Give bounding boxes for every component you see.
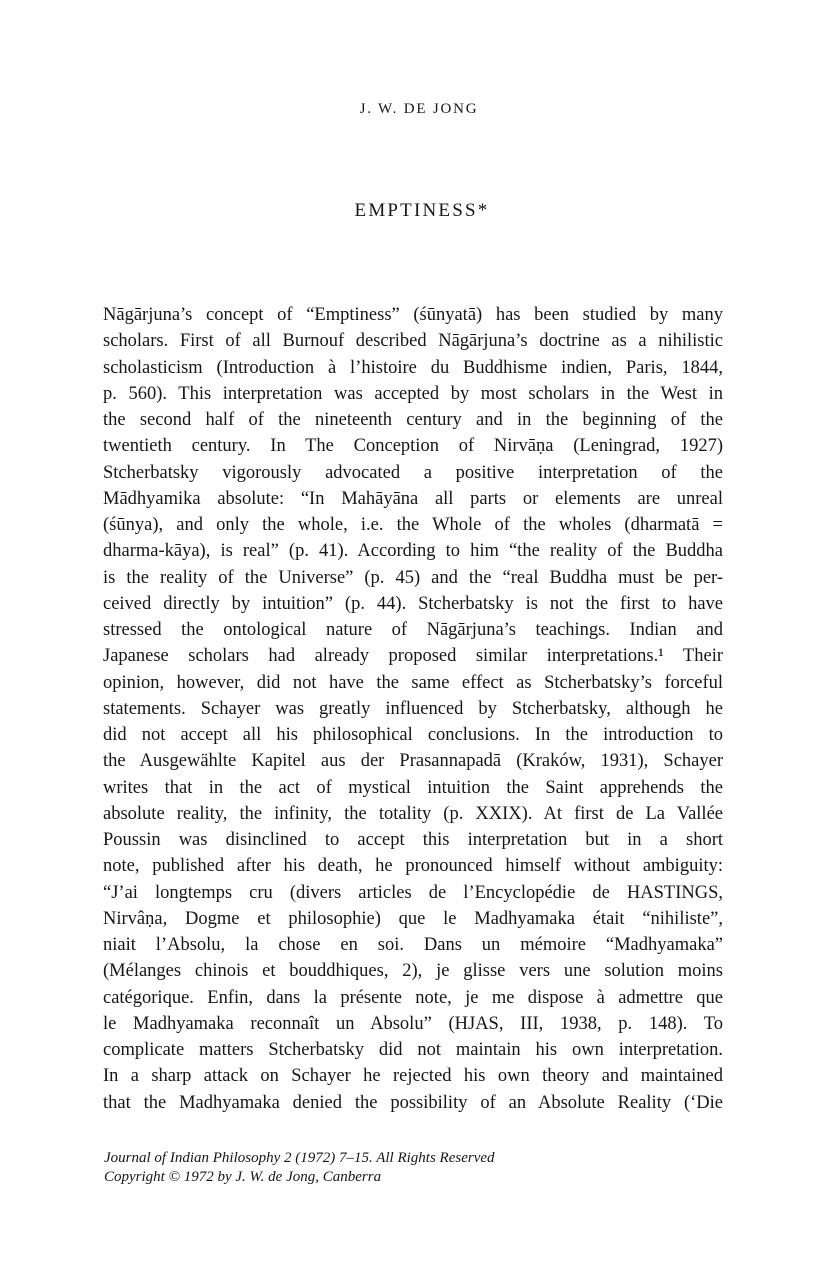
body-line: note, published after his death, he pronounced himself without ambiguity: <box>103 856 723 877</box>
body-line: Nirvâṇa, Dogme et philosophie) que le Madhyamaka était “nihiliste”, <box>103 908 723 929</box>
body-line: p. 560). This interpretation was accepted by most scholars in the West in <box>103 383 723 404</box>
body-line: dharma-kāya), is real” (p. 41). According to him “the reality of the Buddha <box>103 541 723 562</box>
body-line: Stcherbatsky vigorously advocated a positive interpretation of the <box>103 462 723 483</box>
body-line: writes that in the act of mystical intuition the Saint apprehends the <box>103 777 723 798</box>
body-line: (Mélanges chinois et bouddhiques, 2), je glisse vers une solution moins <box>103 961 723 982</box>
body-line: le Madhyamaka reconnaît un Absolu” (HJAS, III, 1938, p. 148). To <box>103 1013 723 1034</box>
copyright-notice: Copyright © 1972 by J. W. de Jong, Canberra <box>104 1169 382 1185</box>
body-line: ceived directly by intuition” (p. 44). Stcherbatsky is not the first to have <box>103 593 723 614</box>
body-line: niait l’Absolu, la chose en soi. Dans un mémoire “Madhyamaka” <box>103 935 723 955</box>
body-line: scholasticism (Introduction à l’histoire du Buddhisme indien, Paris, 1844, <box>103 357 723 378</box>
body-line: the Ausgewählte Kapitel aus der Prasannapadā (Kraków, 1931), Schayer <box>103 751 723 772</box>
body-line: is the reality of the Universe” (p. 45) and the “real Buddha must be per- <box>103 567 723 588</box>
body-line: “J’ai longtemps cru (divers articles de l’Encyclopédie de HASTINGS, <box>103 882 723 903</box>
body-line: statements. Schayer was greatly influenced by Stcherbatsky, although he <box>103 698 723 719</box>
body-line: stressed the ontological nature of Nāgārjuna’s teachings. Indian and <box>103 620 723 640</box>
body-line: the second half of the nineteenth century and in the beginning of the <box>103 410 723 430</box>
body-line: twentieth century. In The Conception of Nirvāṇa (Leningrad, 1927) <box>103 436 723 457</box>
body-line: In a sharp attack on Schayer he rejected his own theory and maintained <box>103 1066 723 1087</box>
body-line: Japanese scholars had already proposed similar interpretations.¹ Their <box>103 646 723 667</box>
journal-footer <box>104 1149 495 1187</box>
body-text <box>103 302 723 1116</box>
article-title: EMPTINESS* <box>354 200 490 221</box>
body-line: that the Madhyamaka denied the possibility of an Absolute Reality (‘Die <box>103 1092 723 1113</box>
body-line: complicate matters Stcherbatsky did not maintain his own interpretation. <box>103 1040 723 1060</box>
body-line: absolute reality, the infinity, the totality (p. XXIX). At first de La Vallée <box>103 803 723 824</box>
body-line: opinion, however, did not have the same effect as Stcherbatsky’s forceful <box>103 672 723 693</box>
body-line: did not accept all his philosophical conclusions. In the introduction to <box>103 725 723 745</box>
body-line: (śūnya), and only the whole, i.e. the Whole of the wholes (dharmatā = <box>103 515 723 535</box>
body-line: Poussin was disinclined to accept this interpretation but in a short <box>103 830 723 850</box>
body-line: catégorique. Enfin, dans la présente note, je me dispose à admettre que <box>103 987 723 1008</box>
body-line: scholars. First of all Burnouf described Nāgārjuna’s doctrine as a nihilistic <box>103 331 723 352</box>
body-line: Mādhyamika absolute: “In Mahāyāna all parts or elements are unreal <box>103 488 723 509</box>
body-line: Nāgārjuna’s concept of “Emptiness” (śūnyatā) has been studied by many <box>103 305 723 325</box>
journal-citation: Journal of Indian Philosophy 2 (1972) 7–15. All Rights Reserved <box>104 1150 495 1166</box>
author-name: J. W. DE JONG <box>359 101 479 117</box>
